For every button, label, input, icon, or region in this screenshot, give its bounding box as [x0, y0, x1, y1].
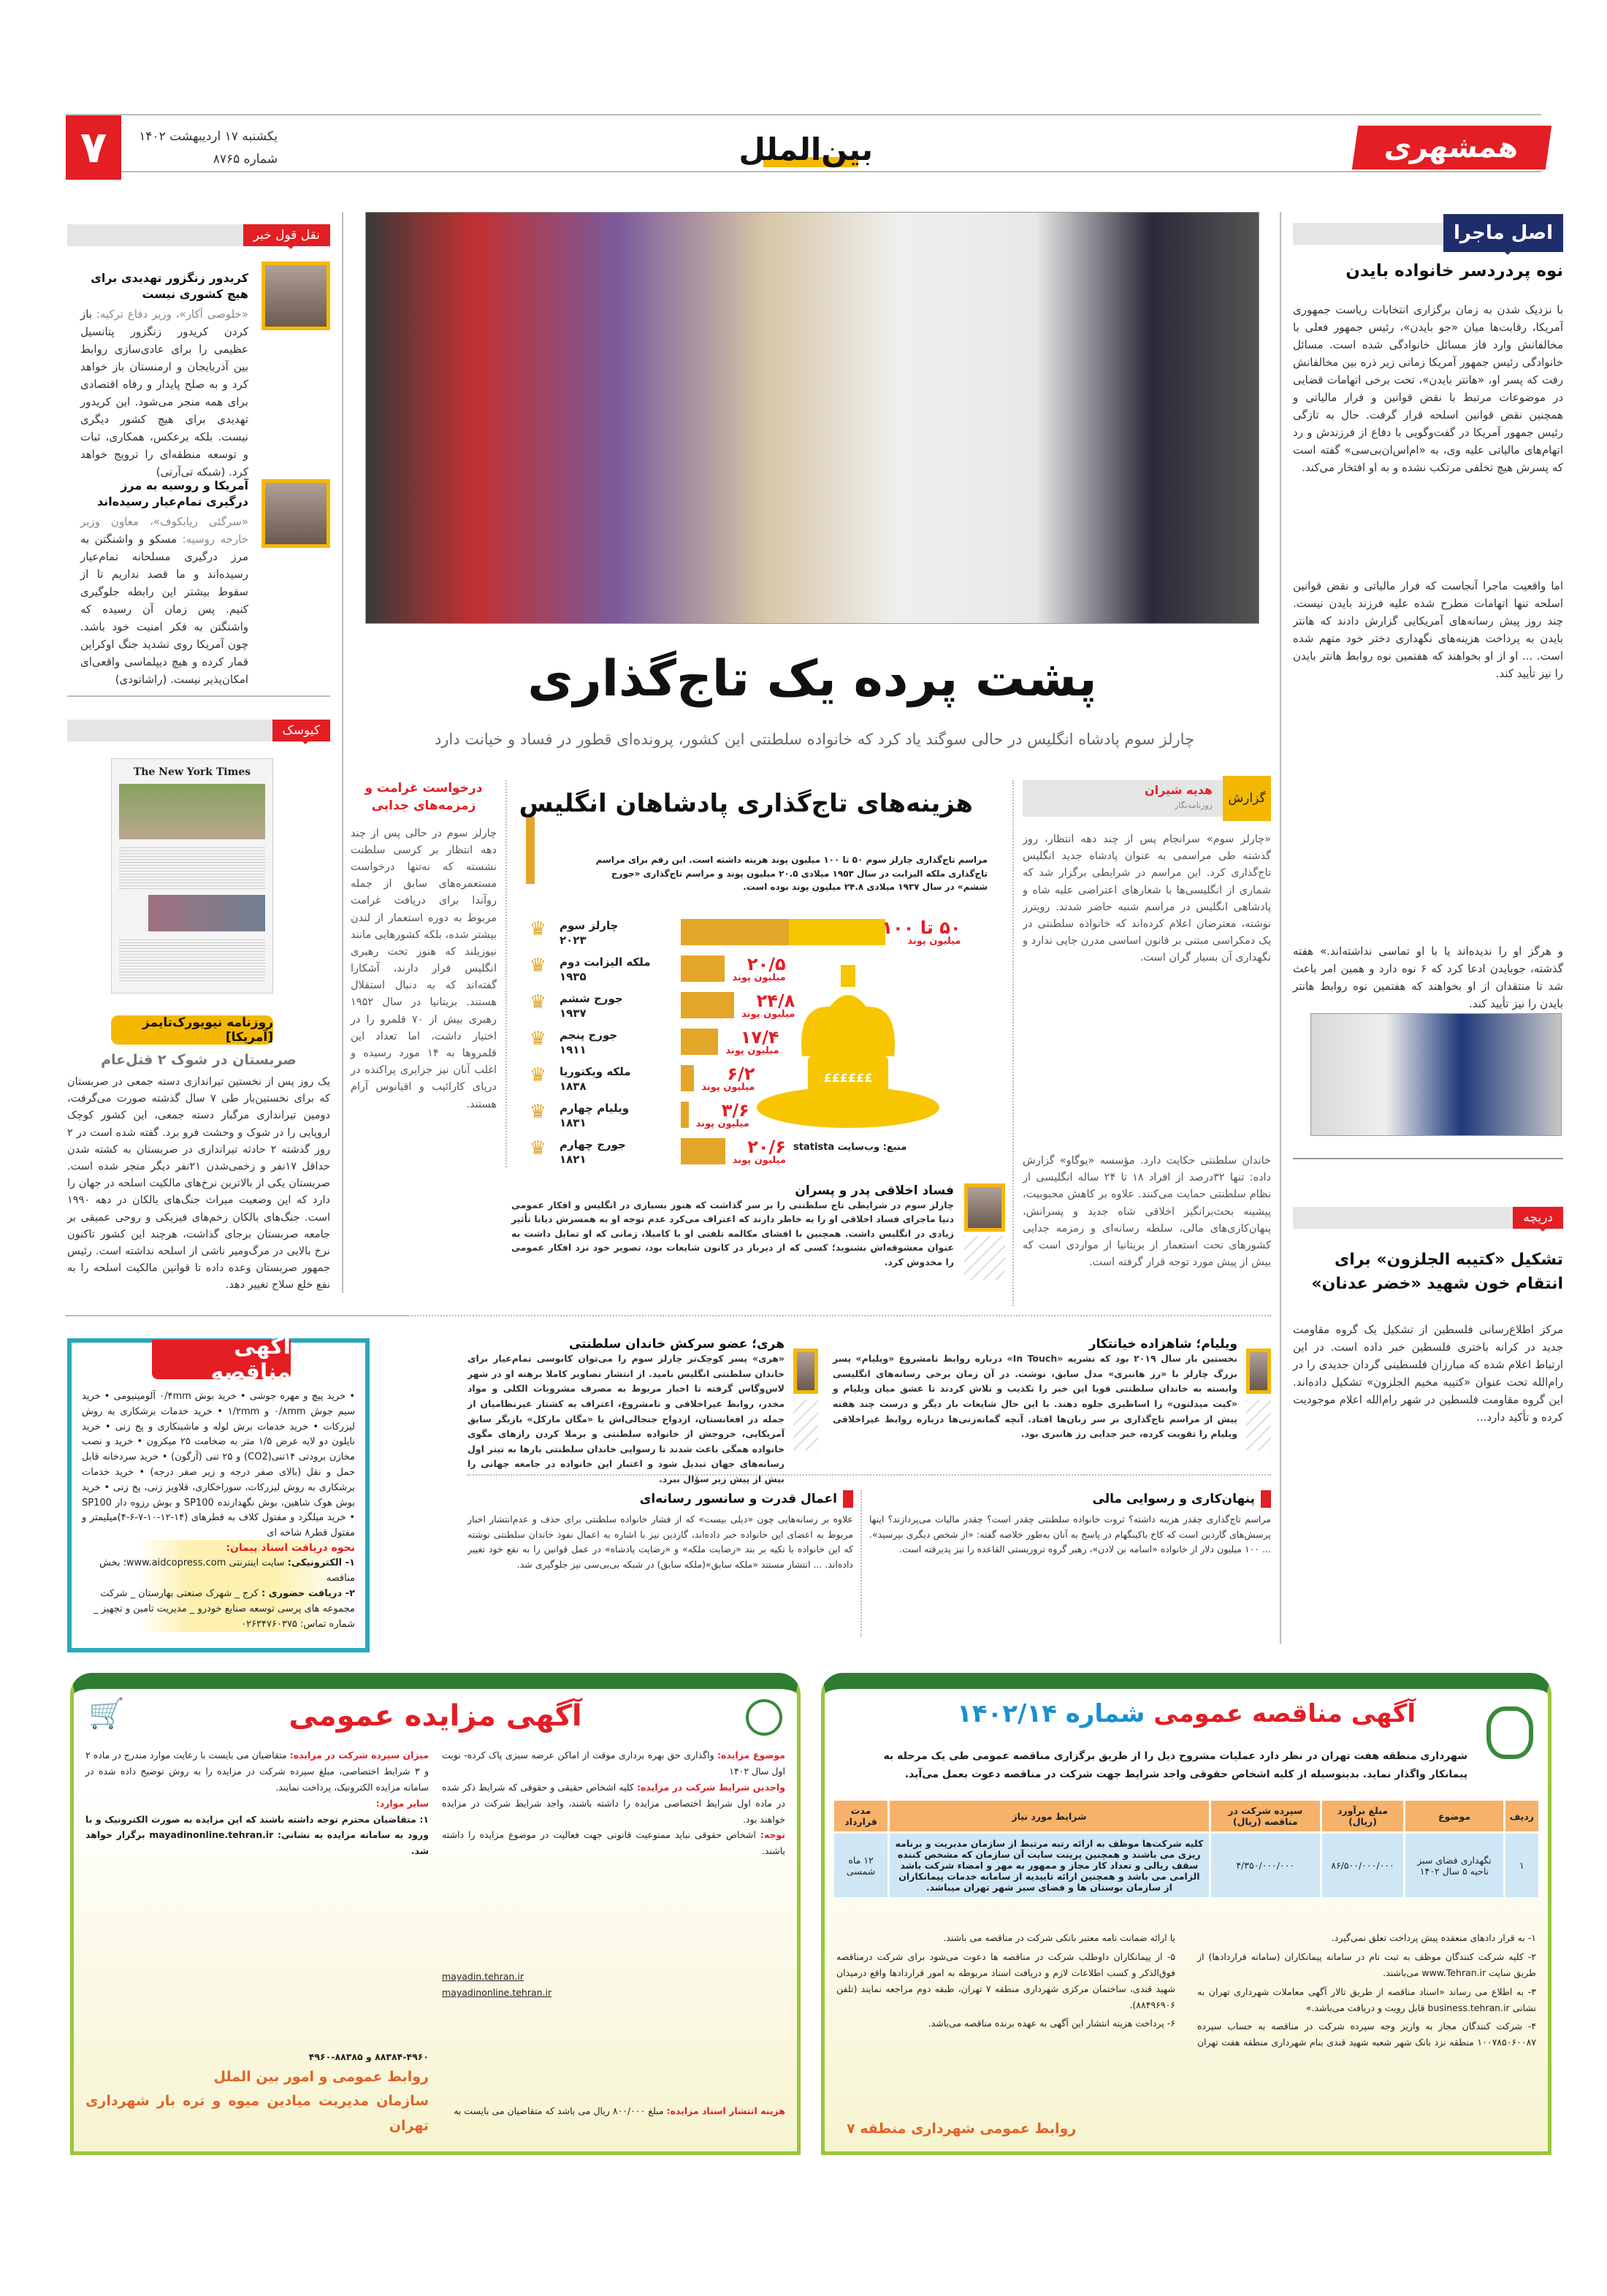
- chart-bar-range: [789, 919, 886, 945]
- chart-bar-value: ۲۰/۵ میلیون پوند: [732, 954, 786, 983]
- tender-electronic-link[interactable]: سایت اینترنتی www.aidcopress.com؛ بخش مناقصه: [99, 1557, 355, 1584]
- table-header-cell: شرایط مورد نیاز: [890, 1801, 1209, 1831]
- dotted-divider: [860, 1490, 862, 1636]
- article-headline[interactable]: نوه پردردسر خانواده بایدن: [1345, 262, 1563, 281]
- decorative-stripes: [964, 1236, 1005, 1280]
- tender-note: ۱- به قرار دادهای منعقده پیش پرداخت تعلق نمی‌گیرد.: [1331, 1932, 1536, 1943]
- chart-title: هزینه‌های تاج‌گذاری پادشاهان انگلیس: [519, 789, 973, 818]
- chart-bar-value: ۱۷/۴ میلیون پوند: [725, 1027, 779, 1056]
- kiosk-body: یک روز پس از نخستین تیراندازی دسته جمعی در صربستان که برای نخستین‌بار طی ۷ سال گذشته صورت می‌گرفت، دومین تیراندازی مرگبار دسته جمعی، این کشور کوچک اروپایی را در شوک و وحشت فرو برد. گفته شده است در ۲ روز گذشته ۲ حادثه تیراندازی در صربستان به کشته شدن حداقل ۱۷نفر و زخمی‌شدن ۲۱نفر دیگر منجر شده است. صربستان یکی از بالاترین نرخ‌های مالکیت اسلحه در جهان را دارد که این وضعیت میراث جنگ‌های بالکان در دهه ۱۹۹۰ است. جنگ‌های بالکان زخم‌های فیزیکی و روحی عمیقی بر جامعه صربستان برجای گذاشت، هرچند این کشور تاکنون نرخ بالایی در مرگ‌ومیر ناشی از اسلحه نداشته است. رئیس جمهور صربستان وعده داده تا قوانین مالکیت اسلحه را به نفع خلع سلاح تغییر دهد.: [67, 1076, 331, 1292]
- media-headline-text: اعمال قدرت و سانسور رسانه‌ای: [639, 1492, 837, 1506]
- decorative-stripes: [1246, 1400, 1271, 1451]
- column-divider-left: [342, 212, 343, 1293]
- issue-date-block: [131, 126, 278, 170]
- newspaper-logo[interactable]: همشهری: [1352, 126, 1551, 169]
- section-title: بین‌الملل: [738, 131, 873, 167]
- auction-other: ۱: متقاضیان محترم توجه داشته باشند که این مزایده به صورت الکترونیک و با ورود به سامانه مزایده به نشانی: mayadinonline.tehran.ir برگزار خواهد شد.: [85, 1813, 430, 1857]
- chart-bar-row: [516, 919, 1002, 956]
- harry-headline[interactable]: هری؛ عضو سرکش خاندان سلطنتی: [568, 1337, 785, 1351]
- divider: [66, 1315, 409, 1316]
- chart-bar: [681, 1029, 718, 1055]
- tender-note: ۳- به اطلاع می رساند «اسناد مناقصه از طریق تالار آگهی معاملات شهرداری تهران به نشانی business.tehran.ir قابل رویت و دریافت می‌باشد.»: [1197, 1986, 1536, 2013]
- portrait-ryabkov: [262, 479, 330, 548]
- harry-body: «هری» پسر کوچک‌تر چارلز سوم را می‌توان کابوسی تمام‌عیار برای خاندان سلطنتی انگلیس نامید. از انتشار تصاویر کاملا برهنه او در شهر لاس‌وگاس گرفته تا اخبار مربوط به مصرف مشروبات الکلی و مواد مخدر، روابط غیراخلاقی و نامشروع، اعتراف به کشتار غیرنظامیان از جمله در افغانستان، ازدواج جنجالی‌اش با «مگان مارکل» بازیگر سابق آمریکایی، خروجش از خانواده سلطنتی و برملا کردن رازهای مگوی خانواده همگی باعث شدند تا رسوایی خاندان سلطنتی بارها به تیتر اول رسانه‌های جهان تبدیل شود و اعتبار این خانواده در جامعه جهانی را بیش از پیش زیر سؤال ببرد.: [467, 1353, 785, 1484]
- table-header-cell: موضوع: [1405, 1801, 1503, 1831]
- tender-ad-title: آگهی مناقصه: [152, 1340, 291, 1379]
- right-column: [1293, 212, 1563, 1644]
- shopping-cart-person-icon: 🛒: [88, 1697, 125, 1731]
- chart-bar: [681, 919, 789, 945]
- secrecy-block: [869, 1490, 1271, 1557]
- table-cell: نگهداری فضای سبز ناحیه ۵ سال ۱۴۰۲: [1405, 1834, 1503, 1897]
- tender-ad-items: • خرید پیچ و مهره جوشی • خرید بوش ۰/۴mm آلومینیومی • خرید سیم جوش ۰/۸mm و ۱/۲mm • خرید خدمات برشکاری به روش لیزرکات • خرید خدمات برش لوله و ماشینکاری و پخ زنی • خرید نایلون دو لایه عرض ۱/۵ متر به ضخامت ۲۵ میکرون • خرید و نصب مخازن برودتی ۱۴تنی(CO2) و ۲۵ تنی (آرگون) • خرید سردخانه قابل حمل و نقل (بالای صفر درجه و زیر صفر درجه) • خرید خدمات برشکاری به روش لیزرکات، سوراخکاری، قلاویز زنی، پخ زنی • خرید بوش هوک شاهین، بوش نگهدارنده SP100 و بوش رزوه دار SP100 • خرید میلگرد و مفتول کلاف به قطرهای (۱۴-۱۲-۱۰-۷-۶-۴)میلیمتر و مفتول قطر۸ شاخه ای: [82, 1391, 356, 1539]
- red-square-marker: [1261, 1490, 1271, 1508]
- public-tender-table: [832, 1799, 1541, 1899]
- secrecy-headline-text: پنهان‌کاری و رسوایی مالی: [1092, 1492, 1255, 1506]
- chart-bar: [681, 1138, 725, 1164]
- chart-source: منبع: وب‌سایت statista: [793, 1142, 907, 1153]
- section-tag-bar: [1293, 223, 1563, 245]
- crown-icon: ♛: [529, 1137, 546, 1159]
- main-subheadline: چارلز سوم پادشاه انگلیس در حالی سوگند یاد کرد که خانواده سلطنتی این کشور، پرونده‌ای قطور در فساد و خیانت دارد: [434, 731, 1195, 748]
- auction-left-col: [85, 1747, 429, 2138]
- chart-bar-label: چارلز سوم ۲۰۲۳: [560, 919, 619, 947]
- secrecy-headline[interactable]: [869, 1490, 1271, 1508]
- chart-accent-bar: [526, 817, 535, 884]
- chart-bar: [681, 1065, 694, 1091]
- secrecy-body: مراسم تاج‌گذاری چقدر هزینه داشته؟ ثروت خانواده سلطنتی چقدر است؟ چقدر مالیات می‌پردازند؟ اینها پرسش‌های گاردین است که کاخ باکینگهام در پاسخ به آنان به‌طور خلاصه گفته: «از شخص دیگری بپرسید». ... ۱۰۰ میلیون دلار از خانواده «اسامه بن لادن»، رهبر گروه تروریستی القاعده را نیز پذیرفته است.: [869, 1514, 1271, 1555]
- chart-bar-value: ۲۴/۸ میلیون پوند: [741, 991, 795, 1020]
- tender-in-person-text: کرج _ شهرک صنعتی بهارستان _ شرکت مجموعه های پرسی توسعه صنایع خودرو _ مدیریت تامین و تجهیز _ شماره تماس: ۰۲۶۳۴۷۶۰۳۷۵: [93, 1587, 355, 1630]
- coronation-cost-chart: [516, 780, 1002, 1167]
- report-body: «چارلز سوم» سرانجام پس از چند دهه انتظار، روز گذشته طی مراسمی به عنوان پادشاه جدید انگلیس تاج‌گذاری کرد. این مراسم در شرایطی برگزار شد که شماری از انگلیسی‌ها با شعارهای اعتراضی علیه شاه و پادشاهی انگلیس در مراسم شنبه حاضر شدند. رویترز نوشته، معترضان اعلام کرده‌اند که خانواده سلطنتی در یک دمکراسی مبتنی بر قانون اساسی مدرن جایی ندارد و نگهداری آن بسیار گران است.: [1023, 834, 1271, 964]
- chart-bar-label: جورج پنجم ۱۹۱۱: [560, 1029, 618, 1056]
- dotted-divider: [365, 1315, 1271, 1316]
- crown-icon: ♛: [529, 1064, 546, 1086]
- public-tender-intro: شهرداری منطقه هفت تهران در نظر دارد عملیات مشروح ذیل را از طریق برگزاری مناقصه عمومی طی یک مرحله به پیمانکار واگذار نماید. بدینوسیله از کلیه اشخاص حقوقی واجد شرایط جهت شرکت در مناقصه دعوت بعمل می‌آید.: [883, 1750, 1467, 1781]
- auction-cost-label: هزینه انتشار اسناد مزایده:: [666, 2105, 785, 2116]
- chart-bar-value: ۲۰/۶ میلیون پوند: [732, 1137, 786, 1166]
- side-headline[interactable]: درخواست غرامت و زمزمه‌های جدایی: [364, 781, 483, 813]
- auction-cost: مبلغ ۸۰۰/۰۰۰ ریال می باشد که متقاضیان می بایست به: [454, 2105, 664, 2116]
- chart-bar-value: ۵۰ تا ۱۰۰ میلیون پوند: [882, 918, 961, 947]
- dotted-divider: [505, 780, 507, 1167]
- father-sons-body: چارلز سوم در شرایطی تاج سلطنتی را بر سر گذاشت که هنوز بسیاری در انگلیس و افکار عمومی دنیا ماجرای فساد اخلاقی او را به خاطر دارند که اعتراف می‌کرد عدم توجه او به همسرش دیانا تأثیر زیادی در انگلیس داشت. همچنین با افشای مکالمه تلفنی او با کامیلا، زمانی که او تمایل داشت به عنوان معشوقه‌اش بشنوید؛ کسی که از دیرباز در کانون شایعات بود، تصویر خود نزد افکار عمومی را مخدوش کرد.: [511, 1200, 954, 1267]
- column-divider-right: [1280, 212, 1281, 1644]
- crown-icon: ♛: [529, 955, 546, 977]
- auction-footer-1: روابط عمومی و امور بین الملل: [213, 2069, 429, 2085]
- svg-text:££££££: ££££££: [823, 1071, 873, 1085]
- nyt-masthead: The New York Times: [133, 766, 251, 778]
- article-body-continued: اما واقعیت ماجرا آنجاست که فرار مالیاتی و نقض قوانین اسلحه تنها اتهامات مطرح شده علیه فرزند بایدن نیست. چند روز پیش رسانه‌های آمریکایی گزارش دادند که هانتر بایدن به پرداخت هزینه‌های نگهداری دختر خود متهم شده است. ... او از او بخواهند که هفتمین نوه روابط هانتر بایدن را نیز تأیید کند.: [1293, 579, 1563, 680]
- report-tag: گزارش: [1223, 776, 1271, 821]
- table-header-cell: مدت قرارداد: [834, 1801, 888, 1831]
- chart-bar-label: جورج چهارم ۱۸۲۱: [560, 1138, 626, 1166]
- quote-speaker-2: «سرگئی ریابکوف»، معاون وزیر خارجه روسیه:: [80, 515, 248, 546]
- tender-how-block: [82, 1540, 355, 1632]
- chart-bar-label: جورج ششم ۱۹۳۷: [560, 992, 623, 1020]
- tender-note: ۴- شرکت کنندگان مجاز به واریز وجه سپرده شرکت در مناقصه به حساب سپرده ۱۰۰۷۸۵۰۶۰۰۸۷ منطقه نزد بانک شهر شعبه شهید قندی بنام شهرداری منطقه هفت تهران یا ارائه ضمانت نامه معتبر بانکی شرکت در مناقصه می باشند.: [943, 1932, 1536, 2048]
- auction-subject-label: موضوع مزایده:: [717, 1750, 785, 1761]
- report-column: [1023, 780, 1271, 1271]
- tender-in-person: [82, 1587, 355, 1632]
- kiosk-tag-bar: [67, 720, 330, 741]
- photo-child-sunglasses: [1310, 1013, 1562, 1136]
- chart-bar-label: ویلیام چهارم ۱۸۳۱: [560, 1102, 630, 1129]
- quote-body-1: [80, 305, 248, 481]
- table-header-cell: سپرده شرکت در مناقصه (ریال): [1211, 1801, 1320, 1831]
- chart-bar-label: ملکه ویکتوریا ۱۸۳۸: [560, 1065, 631, 1093]
- dotted-divider: [467, 1474, 1271, 1476]
- table-cell: ۴/۳۵۰/۰۰۰/۰۰۰: [1211, 1834, 1320, 1897]
- public-tender-number: شماره ۱۴۰۲/۱۴: [956, 1699, 1145, 1728]
- chart-bar: [681, 1102, 689, 1128]
- william-headline[interactable]: ویلیام؛ شاهزاده خیانتکار: [1088, 1337, 1237, 1351]
- auction-site-1[interactable]: mayadin.tehran.ir: [442, 1971, 524, 1983]
- chart-bar: [681, 956, 725, 982]
- tender-in-person-label: ۲- دریافت حضوری :: [261, 1587, 355, 1599]
- table-cell: کلیه شرکت‌ها موظف به ارائه رتبه مرتبط از سازمان مدیریت و برنامه ریزی می باشند و همچنین پرینت سایت آن سازمان که مشخص کننده سقف ریالی و تعداد کار مجاز و ممهور به مهر و امضاء شرکت باشد الزامی می باشد و همچنین ارائه تاییدیه از سامانه خدمات پیمانکاران از سازمان بوستان ها و فضای سبز شهر تهران میباشد.: [890, 1834, 1209, 1897]
- tender-electronic: [82, 1556, 355, 1587]
- portrait-akar: [262, 262, 330, 330]
- side-reparations: [351, 780, 497, 1113]
- william-block: [833, 1337, 1271, 1442]
- media-block: [467, 1490, 853, 1573]
- crown-on-cushion-icon: [757, 961, 939, 1129]
- tender-how-title: نحوه دریافت اسناد پیمان:: [226, 1542, 355, 1554]
- public-tender-title: [825, 1699, 1548, 1728]
- auction-subject: واگذاری حق بهره برداری موقت از اماکن عرضه سبزی پاک کرده- نوبت اول سال ۱۴۰۲: [442, 1750, 785, 1777]
- window-headline[interactable]: تشکیل «کتیبه الجلزون» برای انتقام خون شهید «خضر عدنان»: [1311, 1251, 1563, 1293]
- main-headline[interactable]: پشت پرده یک تاج‌گذاری: [527, 650, 1097, 708]
- crown-icon: ♛: [529, 991, 546, 1013]
- public-tender-ad: [821, 1673, 1551, 2155]
- table-header-cell: مبلغ برآورد (ریال): [1322, 1801, 1403, 1831]
- issue-number: شماره ۸۷۶۵: [213, 151, 278, 167]
- article-body: با نزدیک شدن به زمان برگزاری انتخابات ریاست جمهوری آمریکا، رقابت‌ها میان «جو بایدن»، رئیس جمهور فعلی با مخالفانش وارد فاز مسائل خانوادگی شده است. مسائل خانوادگی رئیس جمهور آمریکا زمانی زیر ذره بین مخالفانش رفت که پسر او، «هانتر بایدن»، تحت برخی اتهامات قضایی در موضوعات مرتبط با نقض قوانین و فرار مالیاتی و همچنین نقض قوانین اسلحه قرار گرفت. حال به تازگی رئیس جمهور آمریکا در گفت‌وگویی با دفاع از فرزندش و رد اتهام‌های مالیاتی علیه وی، به «ام‌اس‌ان‌بی‌سی» گفته است که پسرش هیچ تخلفی مرتکب نشده و به او افتخار می‌کند.: [1293, 303, 1563, 474]
- auction-right-col: [442, 1747, 785, 2119]
- tender-note: ۲- کلیه شرکت کنندگان موظف به ثبت نام در سامانه پیمانکاران (سامانه قراردادها) از طریق سایت www.Tehran.ir می‌باشند.: [1197, 1950, 1536, 1978]
- chart-bar-label: ملکه الیزابت دوم ۱۹۳۵: [560, 956, 651, 983]
- left-column: [67, 212, 330, 1293]
- quote-body-2: [80, 513, 248, 688]
- auction-note-label: توجه:: [760, 1829, 785, 1841]
- auction-footer-2: سازمان مدیریت میادین میوه و تره بار شهرداری تهران: [85, 2093, 429, 2134]
- tender-note: ۵- از پیمانکاران داوطلب شرکت در مناقصه ها دعوت می‌شود برای شرکت درمناقصه فوق‌الذکر و کسب اطلاعات لازم و دریافت اسناد مربوطه به امور قراردادها واقع درمیدان شهید قندی، ساختمان مرکزی شهرداری منطقه ۷ تهران، طبقه دوم مراجعه نمایند (تلفن ۸۸۴۹۶۹۰۶).: [836, 1950, 1175, 2010]
- divider: [1293, 1158, 1563, 1159]
- portrait-william: [1246, 1349, 1271, 1394]
- quotes-tag-bar: [67, 224, 330, 246]
- quote-speaker-1: «خلوصی آکار»، وزیر دفاع ترکیه:: [96, 308, 248, 321]
- auction-phones: ۸۸۳۸۴-۴۹۶۰ و ۸۸۳۸۵-۴۹۶۰: [308, 2051, 429, 2063]
- crown-icon: ♛: [529, 918, 546, 940]
- public-tender-footer: روابط عمومی شهرداری منطقه ۷: [847, 2121, 1077, 2137]
- decorative-stripes: [793, 1400, 818, 1451]
- kiosk-headline[interactable]: صربستان در شوک ۲ قتل‌عام: [101, 1052, 297, 1068]
- table-cell: ۱: [1505, 1834, 1538, 1897]
- tender-ad-small: [67, 1334, 370, 1652]
- auction-site-2[interactable]: mayadinonline.tehran.ir: [442, 1987, 552, 1998]
- quote-text-1: باز کردن کریدور زنگزور پتانسیل عظیمی را برای عادی‌سازی روابط بین آذربایجان و ارمنستان باز خواهد کرد و به صلح پایدار و رفاه اقتصادی برای همه منجر می‌شود. این کریدور تهدیدی برای هیچ کشور دیگری نیست. بلکه برعکس، همکاری، ثبات و توسعه منطقه‌ای را ترویج خواهد کرد. (شبکه تی‌آرتی): [80, 308, 248, 478]
- window-tag-bar: [1293, 1207, 1563, 1229]
- article-body-end: و هرگز او را ندیده‌اند یا با او تماسی نداشته‌اند.» هفته گذشته، جوبایدن ادعا کرد که ۶ نوه دارد و همین امر باعث شد تا منتقدان از او بخواهند که هفتمین نوه روابط هانتر بایدن را نیز تأیید کند.: [1293, 945, 1564, 1010]
- coronation-photo: [365, 212, 1259, 624]
- media-body: علاوه بر رسانه‌هایی چون «دیلی بیست» که از فشار خانواده سلطنتی برای حذف و عدم‌انتشار اخبار مربوط به اعضای این خانواده خبر داده‌اند، گاردین نیز با اشاره به اعمال نفوذ خاندان سلطنتی نوشته که این خانواده با تکیه بر بند «رضایت ملکه» و «رضایت پادشاه» در عمل قوانین را به نفع خود تغییر داده‌اند. ... انتشار مستند «ملکه سابق»(ملکه سابق) در شبکه بی‌بی‌سی نیز جلوگیری شد.: [467, 1514, 853, 1570]
- auction-eligibility-label: واجدین شرایط شرکت در مزایده:: [637, 1781, 785, 1793]
- public-tender-table-wrap: [832, 1799, 1541, 1899]
- auction-deposit: متقاضیان می بایست با رعایت موارد مندرج در ماده ۲ و ۳ شرایط اختصاصی، مبلغ سپرده شرکت در مزایده را به روش توضیح داده شده در سامانه مزایده الکترونیک، پرداخت نمایند.: [85, 1750, 429, 1793]
- auction-deposit-label: میزان سپرده شرکت در مزایده:: [289, 1750, 429, 1761]
- tag-asl-majara: اصل ماجرا: [1443, 214, 1563, 252]
- public-tender-notes: [836, 1930, 1536, 2051]
- quote-text-2: مسکو و واشنگتن به مرز درگیری مسلحانه تمام‌عیار رسیده‌اند و ما قصد نداریم تا از سقوط بیشتر این رابطه جلوگیری کنیم. پس زمان آن رسیده که واشنگتن به فکر امنیت خود باشد. چون آمریکا روی تشدید جنگ اوکراین قمار کرده و هیچ دیپلماسی واقعی‌ای امکان‌پذیر نیست. (راشاتودی): [80, 533, 248, 686]
- chart-description: مراسم تاج‌گذاری چارلز سوم ۵۰ تا ۱۰۰ میلیون پوند هزینه داشته است. این رقم برای مراسم تاج‌گذاری ملکه الیزابت در سال ۱۹۵۳ میلادی ۲۰.۵ میلیون پوند و مراسم تاج‌گذاری «جورج ششم» در سال ۱۹۳۷ میلادی ۲۴.۸ میلیون پوند بوده است.: [595, 855, 988, 893]
- chart-bar-value: ۶/۲ میلیون پوند: [701, 1064, 755, 1093]
- quote-headline-1[interactable]: کریدور زنگزور تهدیدی برای هیچ کشوری نیست: [91, 271, 248, 302]
- tender-electronic-label: ۱- الکترونیکی:: [287, 1557, 355, 1569]
- quote-headline-2[interactable]: آمریکا و روسیه به مرز درگیری تمام‌عیار رسیده‌اند: [96, 478, 248, 509]
- chart-bar-row: [516, 1138, 1002, 1175]
- crown-icon: ♛: [529, 1101, 546, 1123]
- tag-dariche: دریچه: [1513, 1207, 1563, 1229]
- father-sons-headline[interactable]: فساد اخلاقی پدر و پسران: [795, 1183, 954, 1198]
- side-body: چارلز سوم در حالی پس از چند دهه انتظار بر کرسی سلطنت نشسته که نه‌تنها درخواست مستعمره‌های سابق از جمله روآندا برای دریافت غرامت مربوط به دوره استعمار از لندن بیشتر شده، بلکه کشورهایی مانند نیوزیلند که هنوز تحت رهبری انگلیس قرار دارند، آشکارا گفته‌اند که به دنبال استقلال هستند. بریتانیا در سال ۱۹۵۲ رهبری بیش از ۷۰ قلمرو را در اختیار داشت، اما تعداد این قلمروها به ۱۴ مورد رسیده و اغلب آنان نیز جزایری پراکنده در دریای کارائیب و اقیانوس آرام هستند.: [351, 827, 497, 1110]
- divider: [67, 695, 330, 697]
- header-bottom-rule: [66, 171, 1541, 172]
- dotted-divider: [1012, 780, 1014, 1306]
- table-row: [834, 1834, 1538, 1897]
- nyt-front-page-image: [111, 758, 273, 993]
- table-cell: ۸۶/۵۰۰/۰۰۰/۰۰۰: [1322, 1834, 1403, 1897]
- father-sons-block: [511, 1183, 1005, 1269]
- auction-title: آگهی مزایده عمومی: [289, 1699, 582, 1733]
- tag-quotes: نقل قول خبر: [243, 224, 330, 246]
- window-body: مرکز اطلاع‌رسانی فلسطین از تشکیل یک گروه مقاومت جدید در کرانه باختری فلسطین خبر داده است. در این ارتباط اعلام شده که مبارزان فلسطینی گردان جدیدی را در رام‌الله تحت عنوان «کتیبه مخیم الجلزون» تشکیل داده‌اند. این گروه مقاومت فلسطین در شهر رام‌الله اعلام موجودیت کرده و تأکید دارد...: [1293, 1323, 1563, 1424]
- report-byline-bar: [1023, 780, 1271, 817]
- public-tender-title-text: آگهی مناقصه عمومی: [1153, 1699, 1416, 1728]
- table-cell: ۱۲ ماه شمسی: [834, 1834, 888, 1897]
- harry-block: [467, 1337, 818, 1487]
- header-top-rule: [66, 114, 1541, 115]
- kiosk-label: روزنامه نیویورک‌تایمز [آمریکا]: [111, 1015, 273, 1045]
- chart-bar-value: ۳/۶ میلیون پوند: [695, 1100, 749, 1129]
- issue-date: یکشنبه ۱۷ اردیبهشت ۱۴۰۲: [139, 129, 278, 144]
- crown-icon: ♛: [529, 1028, 546, 1050]
- portrait-harry: [793, 1349, 818, 1394]
- red-square-marker: [843, 1490, 853, 1508]
- portrait-charles: [964, 1183, 1005, 1232]
- auction-ad: [70, 1673, 801, 2155]
- tag-kiosk: کیوسک: [272, 720, 330, 741]
- page-number: ۷: [66, 115, 121, 180]
- tender-note: ۶- پرداخت هزینه انتشار این آگهی به عهده برنده مناقصه می‌باشد.: [928, 2018, 1175, 2029]
- media-headline[interactable]: [467, 1490, 853, 1508]
- auction-note: اشخاص حقوقی نباید ممنوعیت قانونی جهت فعالیت در موضوع مزایده را داشته باشند.: [442, 1829, 785, 1857]
- william-body: نخستین بار سال ۲۰۱۹ بود که نشریه «In Touch» درباره روابط نامشروع «ویلیام» پسر بزرگ چارلز با «رز هانبری» مدل سابق، نوشت. در آن زمان برخی رسانه‌های انگلیسی وابسته به خاندان سلطنتی قویا این خبر را تکذیب و تلاش کردند تا عشق میان ویلیام و «کیت میدلتون» را اساطیری جلوه دهند. با این حال شایعات بار دیگر و درست چند هفته پیش از مراسم تاج‌گذاری بر سر زبان‌ها افتاد. آنچه گمانه‌زنی‌ها درباره روابط غیراخلاقی ویلیام را تقویت کرده، خبر جدایی رز هانبری بود.: [833, 1353, 1237, 1440]
- report-body-end: خاندان سلطنتی حکایت دارد. مؤسسه «یوگاو» گزارش داده: تنها ۳۲درصد از افراد ۱۸ تا ۲۴ ساله انگلیسی از نظام سلطنتی حمایت می‌کنند. علاوه بر کاهش محبوبیت، پیشینه بحث‌برانگیز اخلاقی شاه جدید و پسرانش، پنهان‌کاری‌های مالی، سلطه رسانه‌ای و زمزمه جدایی کشورهای تحت استعمار از بریتانیا از مواردی است که بیش از پیش مورد توجه قرار گرفته است.: [1023, 1155, 1272, 1269]
- auction-eligibility: کلیه اشخاص حقیقی و حقوقی که شرایط ذکر شده در ماده اول شرایط اختصاصی مزایده را داشته باشند، واجد شرایط شرکت در مزایده خواهند بود.: [442, 1781, 785, 1825]
- chart-bar: [681, 992, 734, 1018]
- report-author-role: روزنامه‌نگار: [1175, 801, 1213, 810]
- table-header-cell: ردیف: [1505, 1801, 1538, 1831]
- auction-other-label: سایر موارد:: [375, 1797, 429, 1809]
- report-author: هدیه شیران: [1145, 783, 1213, 797]
